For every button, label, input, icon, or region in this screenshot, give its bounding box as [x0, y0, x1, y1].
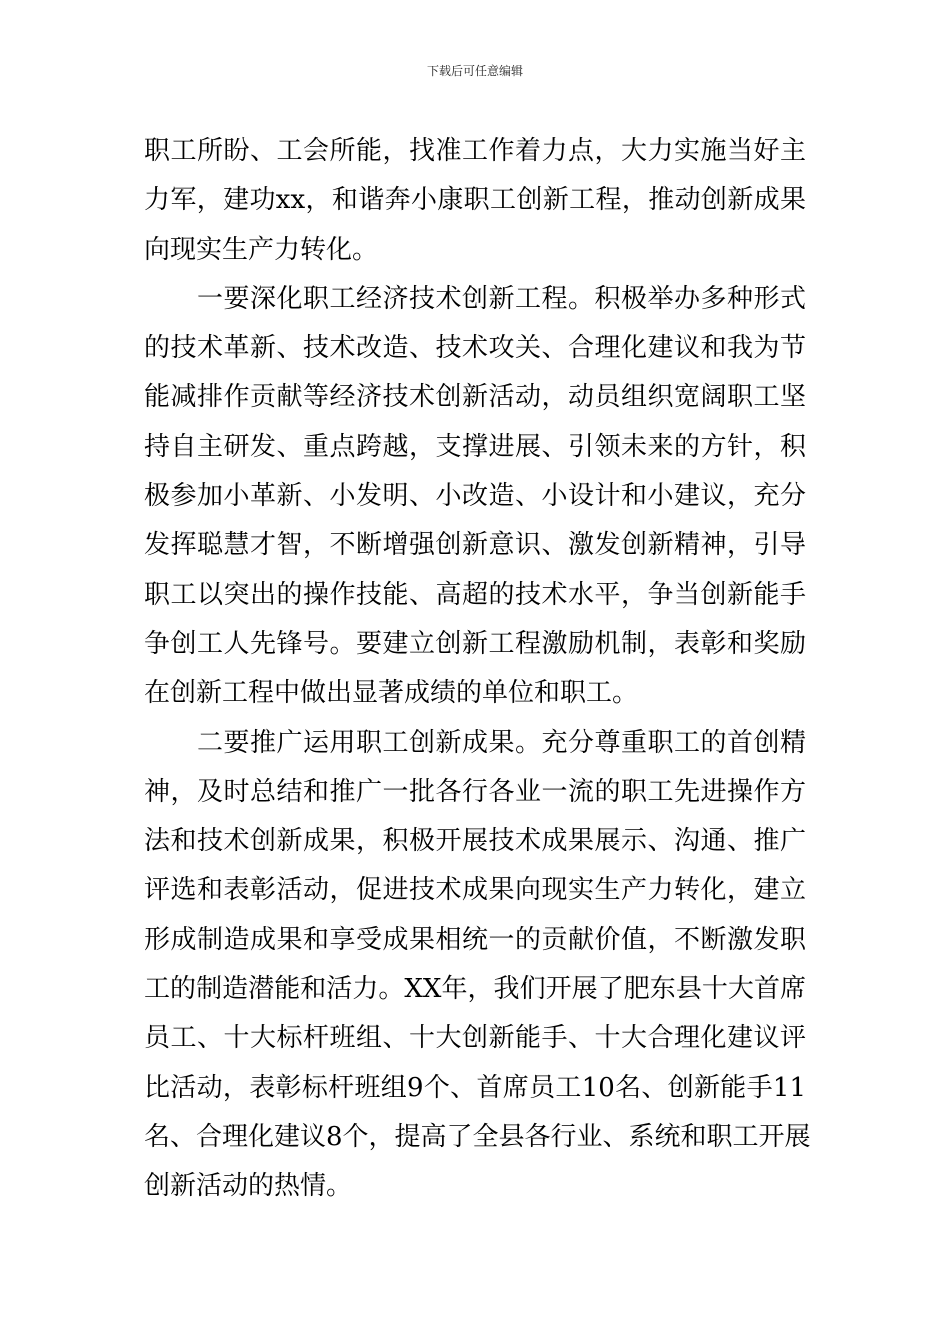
text-line: 的技术革新、技术改造、技术攻关、合理化建议和我为节 — [144, 333, 806, 364]
text-line: 创新活动的热情。 — [144, 1171, 353, 1202]
text-line: 发挥聪慧才智，不断增强创新意识、激发创新精神，引导 — [144, 530, 806, 561]
paragraph — [144, 275, 806, 719]
paragraph — [144, 719, 811, 1212]
text-line: 持自主研发、重点跨越，支撑进展、引领未来的方针，积 — [144, 431, 806, 462]
text-line: 在创新工程中做出显著成绩的单位和职工。 — [144, 678, 639, 709]
text-line: 能减排作贡献等经济技术创新活动，动员组织宽阔职工坚 — [144, 382, 806, 413]
text-line: 评选和表彰活动，促进技术成果向现实生产力转化，建立 — [144, 875, 806, 906]
text-line: 二要推广运用职工创新成果。充分尊重职工的首创精 — [197, 727, 806, 758]
text-line: 极参加小革新、小发明、小改造、小设计和小建议，充分 — [144, 481, 806, 512]
text-line: 法和技术创新成果，积极开展技术成果展示、沟通、推广 — [144, 826, 806, 857]
text-line: 职工所盼、工会所能，找准工作着力点，大力实施当好主 — [144, 136, 806, 166]
text-line: 争创工人先锋号。要建立创新工程激励机制，表彰和奖励 — [144, 628, 806, 659]
page-header: 下载后可任意编辑 — [426, 64, 523, 78]
document-body — [144, 127, 811, 1212]
text-line: 向现实生产力转化。 — [144, 234, 379, 265]
text-line: 形成制造成果和享受成果相统一的贡献价值，不断激发职 — [144, 924, 806, 955]
text-line: 神，及时总结和推广一批各行各业一流的职工先进操作方 — [144, 776, 806, 807]
text-line: 比活动，表彰标杆班组9个、首席员工10名、创新能手11 — [144, 1072, 806, 1103]
text-line: 职工以突出的操作技能、高超的技术水平，争当创新能手 — [144, 579, 806, 610]
text-line: 工的制造潜能和活力。XX年，我们开展了肥东县十大首席 — [144, 974, 806, 1005]
text-line: 一要深化职工经济技术创新工程。积极举办多种形式 — [197, 283, 806, 314]
paragraph — [144, 127, 806, 275]
text-line: 名、合理化建议8个，提高了全县各行业、系统和职工开展 — [144, 1121, 811, 1152]
text-line: 力军，建功xx，和谐奔小康职工创新工程，推动创新成果 — [144, 185, 806, 216]
text-line: 员工、十大标杆班组、十大创新能手、十大合理化建议评 — [144, 1023, 806, 1054]
